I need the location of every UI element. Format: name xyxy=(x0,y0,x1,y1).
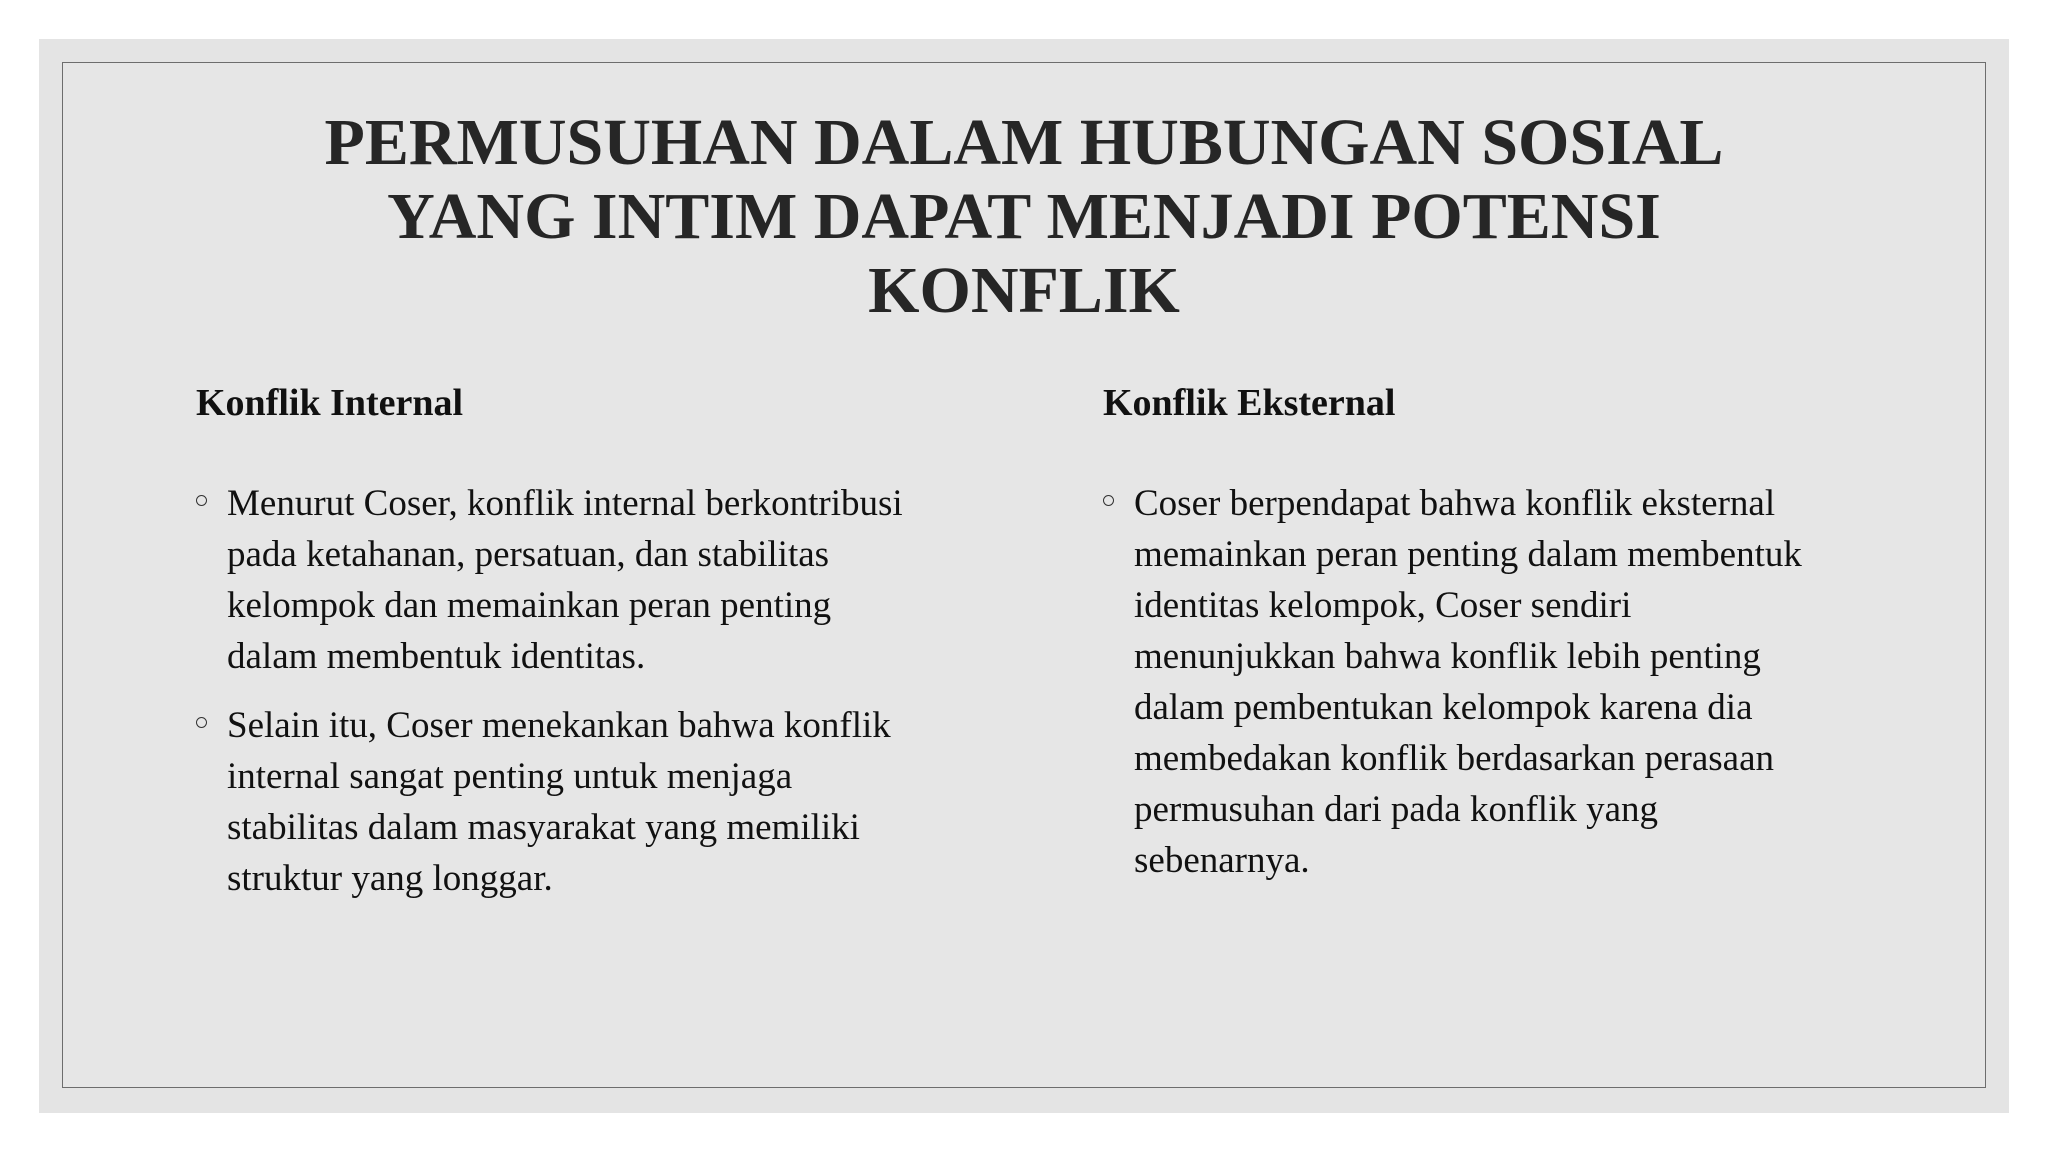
right-column-heading: Konflik Eksternal xyxy=(1103,382,1396,424)
bullet-text-line: kelompok dan memainkan peran penting xyxy=(227,585,832,626)
bullet-text-line: stabilitas dalam masyarakat yang memiliki xyxy=(227,807,860,848)
bullet-text-line: dalam membentuk identitas. xyxy=(227,636,646,677)
left-column-bullet-list xyxy=(196,478,956,922)
bullet-text-line: membedakan konflik berdasarkan perasaan xyxy=(1134,738,1775,779)
hollow-circle-bullet-icon xyxy=(1103,495,1114,506)
bullet-text-line: Menurut Coser, konflik internal berkontribusi xyxy=(227,483,903,524)
bullet-text-line: pada ketahanan, persatuan, dan stabilitas xyxy=(227,534,830,575)
bullet-text-line: Selain itu, Coser menekankan bahwa konflik xyxy=(227,705,891,746)
bullet-text-line: menunjukkan bahwa konflik lebih penting xyxy=(1134,636,1761,677)
slide-title-line: KONFLIK xyxy=(868,254,1180,327)
slide-title-line: YANG INTIM DAPAT MENJADI POTENSI xyxy=(387,180,1661,253)
slide-title-line: PERMUSUHAN DALAM HUBUNGAN SOSIAL xyxy=(324,106,1724,179)
bullet-text-line: Coser berpendapat bahwa konflik eksternal xyxy=(1134,483,1776,524)
bullet-text-line: memainkan peran penting dalam membentuk xyxy=(1134,534,1802,575)
bullet-item xyxy=(196,478,956,682)
bullet-item xyxy=(196,700,956,904)
hollow-circle-bullet-icon xyxy=(196,495,207,506)
bullet-text-line: identitas kelompok, Coser sendiri xyxy=(1134,585,1632,626)
bullet-text-line: sebenarnya. xyxy=(1134,840,1310,881)
hollow-circle-bullet-icon xyxy=(196,717,207,728)
bullet-text-line: permusuhan dari pada konflik yang xyxy=(1134,789,1659,830)
bullet-text-line: struktur yang longgar. xyxy=(227,858,553,899)
right-column-bullet-list xyxy=(1103,478,1863,904)
slide-title xyxy=(62,106,1986,328)
bullet-text-line: dalam pembentukan kelompok karena dia xyxy=(1134,687,1753,728)
bullet-item xyxy=(1103,478,1863,886)
bullet-text-line: internal sangat penting untuk menjaga xyxy=(227,756,793,797)
left-column-heading: Konflik Internal xyxy=(196,382,464,424)
